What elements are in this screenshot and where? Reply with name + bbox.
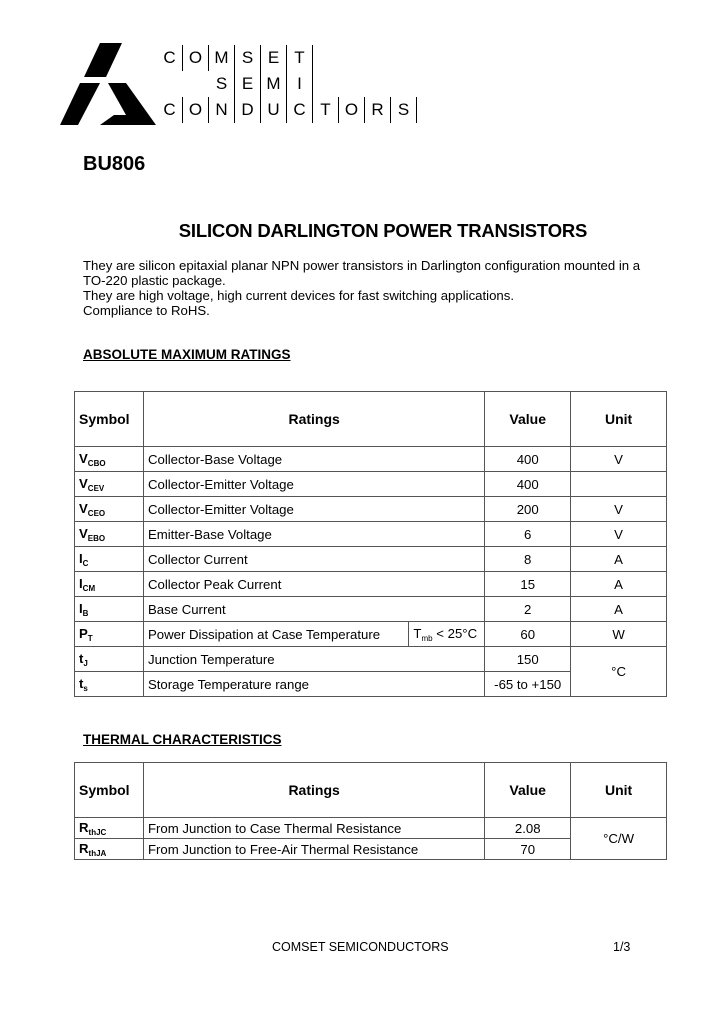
table-row xyxy=(75,497,667,522)
rating-cell: From Junction to Case Thermal Resistance xyxy=(143,818,484,839)
table-header-row xyxy=(75,392,667,447)
logo-letter: O xyxy=(183,45,209,71)
logo-letter xyxy=(183,71,209,97)
logo-letter: O xyxy=(339,97,365,123)
symbol-cell: $V_{CBO}$ xyxy=(75,447,144,472)
unit-cell: V xyxy=(571,497,667,522)
logo-letter: M xyxy=(209,45,235,71)
value-cell: -65 to +150 xyxy=(485,672,571,697)
table-header-row xyxy=(75,763,667,818)
logo-letter: N xyxy=(209,97,235,123)
unit-cell xyxy=(571,472,667,497)
symbol-cell: $R_{thJC}$ xyxy=(75,818,144,839)
header-ratings: Ratings xyxy=(143,392,484,447)
logo-letter: C xyxy=(157,97,183,123)
logo-letter: M xyxy=(261,71,287,97)
symbol-cell: $t_J$ xyxy=(75,647,144,672)
logo-letter: E xyxy=(261,45,287,71)
unit-cell: A xyxy=(571,572,667,597)
rating-cell: Collector Peak Current xyxy=(143,572,484,597)
unit-cell: V xyxy=(571,522,667,547)
symbol-cell: $I_C$ xyxy=(75,547,144,572)
rating-cell: Collector Current xyxy=(143,547,484,572)
rating-cell: Collector-Emitter Voltage xyxy=(143,497,484,522)
rating-cell: Emitter-Base Voltage xyxy=(143,522,484,547)
logo-letter xyxy=(157,71,183,97)
rating-cell: Collector-Emitter Voltage xyxy=(143,472,484,497)
value-cell: 15 xyxy=(485,572,571,597)
logo-row-conductors xyxy=(157,97,417,123)
symbol-cell: $V_{CEO}$ xyxy=(75,497,144,522)
value-cell: 400 xyxy=(485,472,571,497)
company-logo-text xyxy=(157,45,417,123)
symbol-cell: $P_T$ xyxy=(75,622,144,647)
condition-cell: $T_{mb} < 25^\circ C$ xyxy=(409,622,485,647)
intro-line-3: Compliance to RoHS. xyxy=(83,303,210,318)
rating-cell: Base Current xyxy=(143,597,484,622)
intro-line-2: They are high voltage, high current devices for fast switching applications. xyxy=(83,288,515,303)
rating-cell: Collector-Base Voltage xyxy=(143,447,484,472)
logo-letter: S xyxy=(235,45,261,71)
rating-cell: Junction Temperature xyxy=(143,647,484,672)
logo-letter: C xyxy=(287,97,313,123)
value-cell: 2 xyxy=(485,597,571,622)
header-unit: Unit xyxy=(571,392,667,447)
unit-cell: V xyxy=(571,447,667,472)
unit-cell: W xyxy=(571,622,667,647)
value-cell: 6 xyxy=(485,522,571,547)
logo-letter: T xyxy=(287,45,313,71)
table-row xyxy=(75,547,667,572)
part-number: BU806 xyxy=(83,153,146,175)
logo-letter: E xyxy=(235,71,261,97)
logo-letter: U xyxy=(261,97,287,123)
header-ratings: Ratings xyxy=(143,763,484,818)
symbol-cell: $V_{EBO}$ xyxy=(75,522,144,547)
header-symbol: Symbol xyxy=(75,392,144,447)
logo-letter: C xyxy=(157,45,183,71)
unit-cell: °C xyxy=(571,647,667,697)
symbol-cell: $V_{CEV}$ xyxy=(75,472,144,497)
table-row xyxy=(75,522,667,547)
logo-row-comset xyxy=(157,45,417,71)
table-row xyxy=(75,472,667,497)
logo-letter: S xyxy=(209,71,235,97)
logo-letter: T xyxy=(313,97,339,123)
value-cell: 200 xyxy=(485,497,571,522)
rating-cell: From Junction to Free-Air Thermal Resistance xyxy=(143,839,484,860)
footer-page-number: 1/3 xyxy=(613,940,631,954)
symbol-cell: $I_{CM}$ xyxy=(75,572,144,597)
table-row xyxy=(75,647,667,672)
table-row xyxy=(75,597,667,622)
thermal-table xyxy=(74,762,667,860)
logo-row-semi xyxy=(157,71,417,97)
table-row xyxy=(75,572,667,597)
intro-line-1: They are silicon epitaxial planar NPN power transistors in Darlington configuration mounted in a TO-220 plastic package. xyxy=(83,258,641,288)
header-symbol: Symbol xyxy=(75,763,144,818)
value-cell: 60 xyxy=(485,622,571,647)
footer-company: COMSET SEMICONDUCTORS xyxy=(272,940,449,954)
company-logo-mark xyxy=(60,43,156,125)
logo-letter: D xyxy=(235,97,261,123)
value-cell: 400 xyxy=(485,447,571,472)
symbol-cell: $I_B$ xyxy=(75,597,144,622)
rating-cell: Storage Temperature range xyxy=(143,672,484,697)
header-unit: Unit xyxy=(571,763,667,818)
table-row xyxy=(75,622,667,647)
unit-cell: A xyxy=(571,597,667,622)
value-cell: 150 xyxy=(485,647,571,672)
value-cell: 2.08 xyxy=(485,818,571,839)
header-value: Value xyxy=(485,392,571,447)
abs-max-table xyxy=(74,391,667,697)
symbol-cell: $t_s$ xyxy=(75,672,144,697)
logo-letter: R xyxy=(365,97,391,123)
header-value: Value xyxy=(485,763,571,818)
logo-letter: I xyxy=(287,71,313,97)
value-cell: 8 xyxy=(485,547,571,572)
unit-cell: °C/W xyxy=(571,818,667,860)
symbol-cell: $R_{thJA}$ xyxy=(75,839,144,860)
document-title: SILICON DARLINGTON POWER TRANSISTORS xyxy=(178,220,588,241)
abs-max-heading: ABSOLUTE MAXIMUM RATINGS xyxy=(83,347,291,362)
table-row xyxy=(75,447,667,472)
intro-text xyxy=(83,258,653,318)
value-cell: 70 xyxy=(485,839,571,860)
unit-cell: A xyxy=(571,547,667,572)
table-row xyxy=(75,818,667,839)
logo-letter: O xyxy=(183,97,209,123)
thermal-heading: THERMAL CHARACTERISTICS xyxy=(83,732,282,747)
logo-letter: S xyxy=(391,97,417,123)
rating-cell: Power Dissipation at Case Temperature xyxy=(143,622,408,647)
